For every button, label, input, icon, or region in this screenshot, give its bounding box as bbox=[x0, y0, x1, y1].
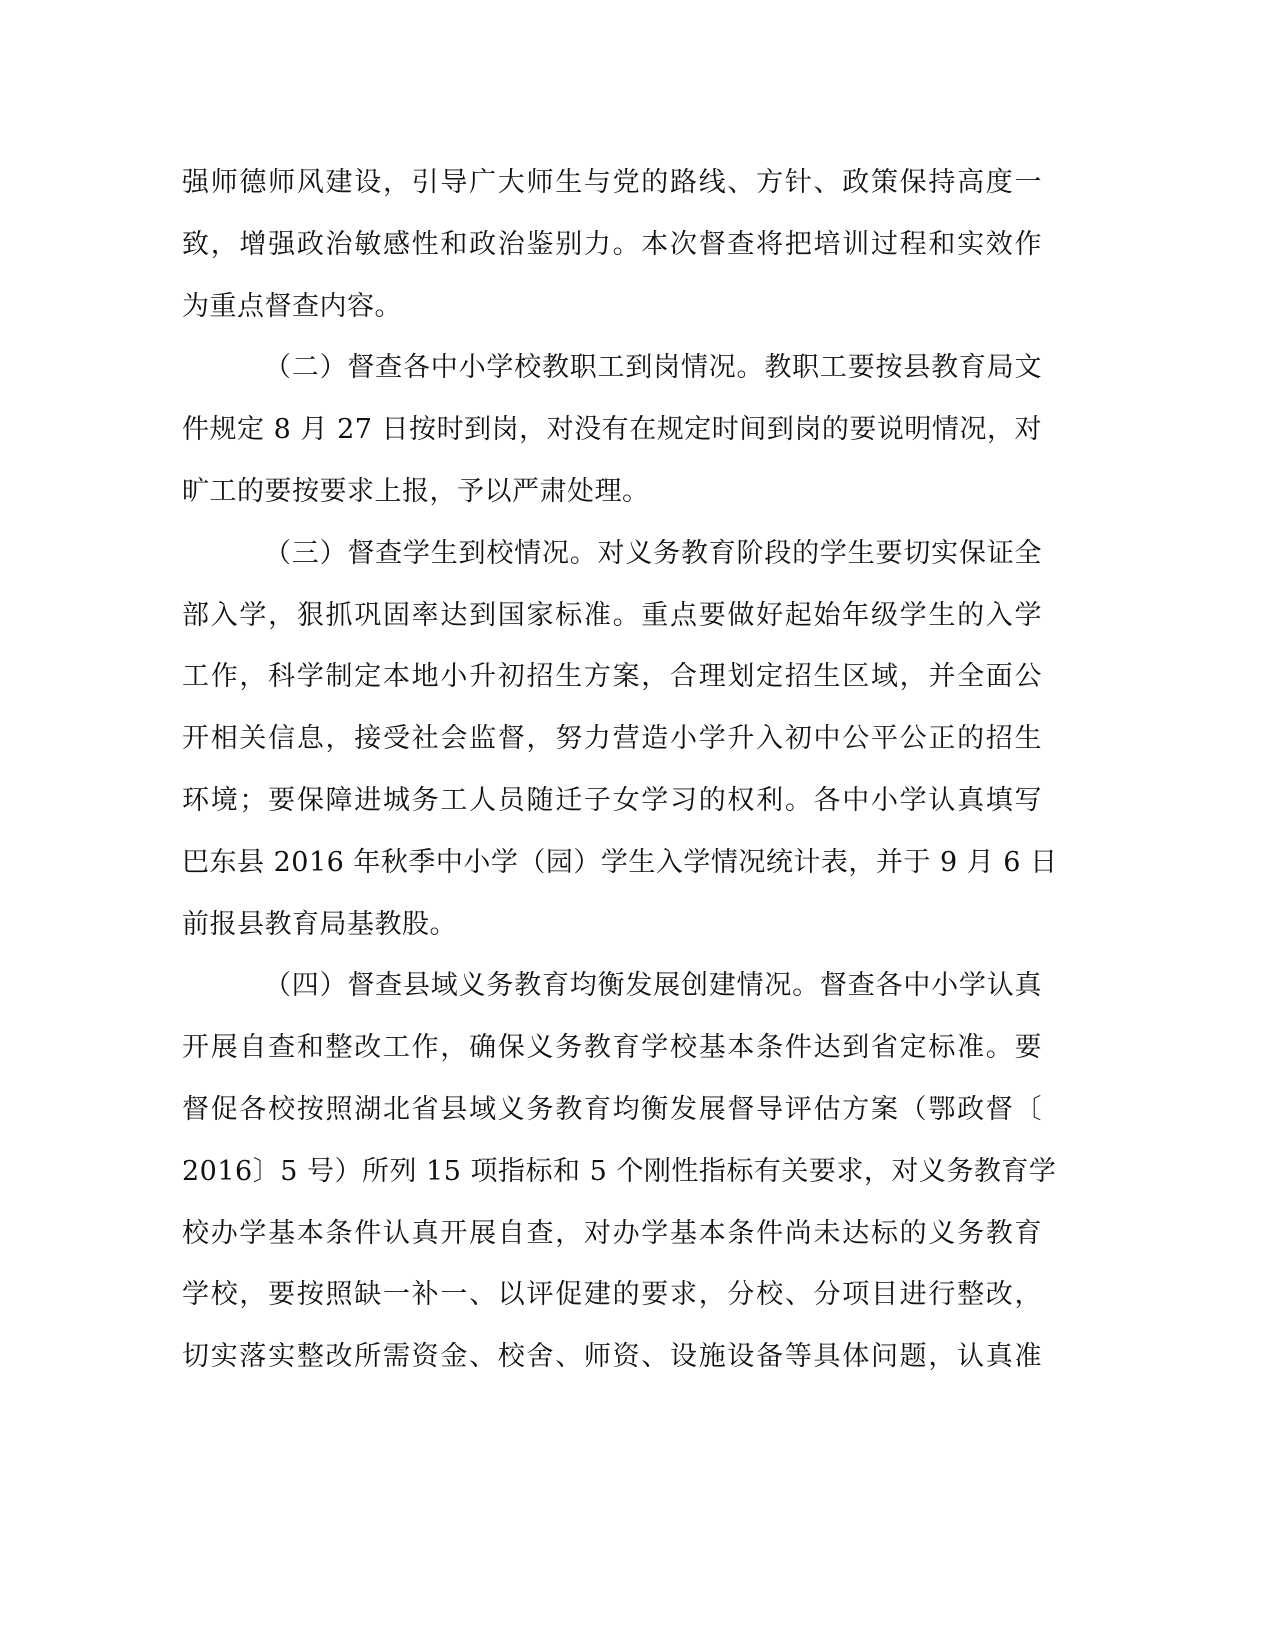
text-line: 切实落实整改所需资金、校舍、师资、设施设备等具体问题，认真准 bbox=[182, 1341, 1042, 1373]
text-line: 督促各校按照湖北省县域义务教育均衡发展督导评估方案（鄂政督〔 bbox=[182, 1093, 1042, 1125]
text-line: 环境；要保障进城务工人员随迁子女学习的权利。各中小学认真填写 bbox=[182, 784, 1042, 816]
text-line: 巴东县 2016 年秋季中小学（园）学生入学情况统计表，并于 9 月 6 日 bbox=[182, 846, 1058, 878]
text-line: 前报县教育局基教股。 bbox=[182, 908, 457, 940]
paragraph-heading-line: （二）督查各中小学校教职工到岗情况。教职工要按县教育局文 bbox=[264, 352, 1042, 384]
text-line: 校办学基本条件认真开展自查，对办学基本条件尚未达标的义务教育 bbox=[182, 1217, 1042, 1249]
text-line: 件规定 8 月 27 日按时到岗，对没有在规定时间到岗的要说明情况，对 bbox=[182, 414, 1042, 446]
paragraph-heading-line: （三）督查学生到校情况。对义务教育阶段的学生要切实保证全 bbox=[264, 537, 1042, 569]
document-body bbox=[182, 152, 1058, 1388]
text-line: 部入学，狠抓巩固率达到国家标准。重点要做好起始年级学生的入学 bbox=[182, 599, 1042, 631]
text-line: 2016〕5 号）所列 15 项指标和 5 个刚性指标有关要求，对义务教育学 bbox=[182, 1155, 1057, 1187]
text-line: 开展自查和整改工作，确保义务教育学校基本条件达到省定标准。要 bbox=[182, 1032, 1042, 1064]
text-line: 开相关信息，接受社会监督，努力营造小学升入初中公平公正的招生 bbox=[182, 723, 1042, 755]
paragraph-heading-line: （四）督查县域义务教育均衡发展创建情况。督查各中小学认真 bbox=[264, 970, 1042, 1002]
text-line: 工作，科学制定本地小升初招生方案，合理划定招生区域，并全面公 bbox=[182, 661, 1042, 693]
text-line: 学校，要按照缺一补一、以评促建的要求，分校、分项目进行整改， bbox=[182, 1279, 1042, 1311]
text-line: 致，增强政治敏感性和政治鉴别力。本次督查将把培训过程和实效作 bbox=[182, 228, 1042, 260]
text-line: 旷工的要按要求上报，予以严肃处理。 bbox=[182, 475, 650, 507]
text-line: 为重点督查内容。 bbox=[182, 290, 402, 322]
text-line: 强师德师风建设，引导广大师生与党的路线、方针、政策保持高度一 bbox=[182, 167, 1042, 198]
